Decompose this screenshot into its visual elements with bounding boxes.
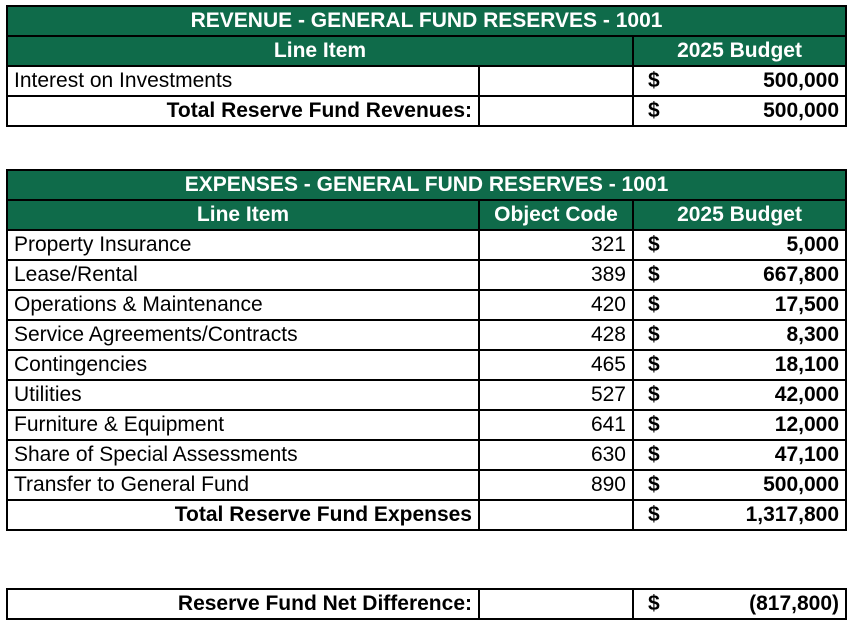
dollar-sign: $ bbox=[648, 592, 660, 615]
revenue-row-item: Interest on Investments bbox=[7, 66, 479, 96]
amount: 18,100 bbox=[774, 353, 840, 376]
expense-row-item: Utilities bbox=[7, 380, 479, 410]
amount: 667,800 bbox=[763, 263, 840, 286]
amount: 500,000 bbox=[763, 69, 840, 92]
revenue-row-code bbox=[479, 66, 633, 96]
expenses-table bbox=[6, 169, 847, 531]
expense-row-budget bbox=[633, 350, 846, 380]
dollar-sign: $ bbox=[648, 99, 660, 122]
amount: 1,317,800 bbox=[745, 503, 840, 526]
revenue-total-budget bbox=[633, 96, 846, 126]
expense-row-code: 890 bbox=[479, 470, 633, 500]
expense-row-code: 389 bbox=[479, 260, 633, 290]
expense-row-code: 321 bbox=[479, 230, 633, 260]
expenses-total-code bbox=[479, 500, 633, 530]
table-row bbox=[7, 350, 846, 380]
amount: 500,000 bbox=[763, 99, 840, 122]
table-row bbox=[7, 380, 846, 410]
revenue-total-code bbox=[479, 96, 633, 126]
expenses-col-object-code: Object Code bbox=[479, 200, 633, 230]
expenses-total-budget bbox=[633, 500, 846, 530]
table-row bbox=[7, 66, 846, 96]
expense-row-budget bbox=[633, 410, 846, 440]
amount: 17,500 bbox=[774, 293, 840, 316]
dollar-sign: $ bbox=[648, 443, 660, 466]
table-row bbox=[7, 440, 846, 470]
amount: 5,000 bbox=[786, 233, 840, 256]
expense-row-code: 420 bbox=[479, 290, 633, 320]
expense-row-item: Service Agreements/Contracts bbox=[7, 320, 479, 350]
revenue-table bbox=[6, 5, 847, 127]
expense-row-budget bbox=[633, 440, 846, 470]
amount: 12,000 bbox=[774, 413, 840, 436]
expense-row-budget bbox=[633, 320, 846, 350]
expenses-col-line-item: Line Item bbox=[7, 200, 479, 230]
expenses-total-label: Total Reserve Fund Expenses bbox=[7, 500, 479, 530]
expenses-total-row bbox=[7, 500, 846, 530]
amount: 500,000 bbox=[763, 473, 840, 496]
dollar-sign: $ bbox=[648, 69, 660, 92]
net-difference-budget bbox=[633, 589, 846, 619]
dollar-sign: $ bbox=[648, 383, 660, 406]
amount: (817,800) bbox=[749, 592, 839, 615]
net-difference-code bbox=[479, 589, 633, 619]
expense-row-code: 630 bbox=[479, 440, 633, 470]
expenses-title: EXPENSES - GENERAL FUND RESERVES - 1001 bbox=[7, 170, 846, 200]
table-row bbox=[7, 260, 846, 290]
expenses-body bbox=[7, 230, 846, 500]
expense-row-item: Transfer to General Fund bbox=[7, 470, 479, 500]
expenses-col-budget: 2025 Budget bbox=[633, 200, 846, 230]
net-difference-label: Reserve Fund Net Difference: bbox=[7, 589, 479, 619]
revenue-title: REVENUE - GENERAL FUND RESERVES - 1001 bbox=[7, 6, 846, 36]
revenue-total-row bbox=[7, 96, 846, 126]
expense-row-item: Furniture & Equipment bbox=[7, 410, 479, 440]
table-row bbox=[7, 470, 846, 500]
expense-row-item: Operations & Maintenance bbox=[7, 290, 479, 320]
dollar-sign: $ bbox=[648, 293, 660, 316]
dollar-sign: $ bbox=[648, 473, 660, 496]
amount: 42,000 bbox=[774, 383, 840, 406]
dollar-sign: $ bbox=[648, 413, 660, 436]
dollar-sign: $ bbox=[648, 353, 660, 376]
table-row bbox=[7, 230, 846, 260]
dollar-sign: $ bbox=[648, 263, 660, 286]
expense-row-budget bbox=[633, 290, 846, 320]
expense-row-item: Lease/Rental bbox=[7, 260, 479, 290]
expense-row-item: Property Insurance bbox=[7, 230, 479, 260]
revenue-col-budget: 2025 Budget bbox=[633, 36, 846, 66]
expense-row-budget bbox=[633, 380, 846, 410]
amount: 8,300 bbox=[786, 323, 840, 346]
revenue-row-budget bbox=[633, 66, 846, 96]
expense-row-code: 428 bbox=[479, 320, 633, 350]
net-difference-row bbox=[7, 589, 846, 619]
expense-row-code: 527 bbox=[479, 380, 633, 410]
expense-row-item: Contingencies bbox=[7, 350, 479, 380]
amount: 47,100 bbox=[774, 443, 840, 466]
table-row bbox=[7, 410, 846, 440]
dollar-sign: $ bbox=[648, 233, 660, 256]
expense-row-budget bbox=[633, 470, 846, 500]
net-difference-table bbox=[6, 588, 847, 620]
expense-row-code: 465 bbox=[479, 350, 633, 380]
expense-row-budget bbox=[633, 260, 846, 290]
expense-row-item: Share of Special Assessments bbox=[7, 440, 479, 470]
table-row bbox=[7, 320, 846, 350]
expense-row-budget bbox=[633, 230, 846, 260]
expense-row-code: 641 bbox=[479, 410, 633, 440]
revenue-total-label: Total Reserve Fund Revenues: bbox=[7, 96, 479, 126]
table-row bbox=[7, 290, 846, 320]
revenue-col-line-item: Line Item bbox=[7, 36, 633, 66]
dollar-sign: $ bbox=[648, 323, 660, 346]
dollar-sign: $ bbox=[648, 503, 660, 526]
